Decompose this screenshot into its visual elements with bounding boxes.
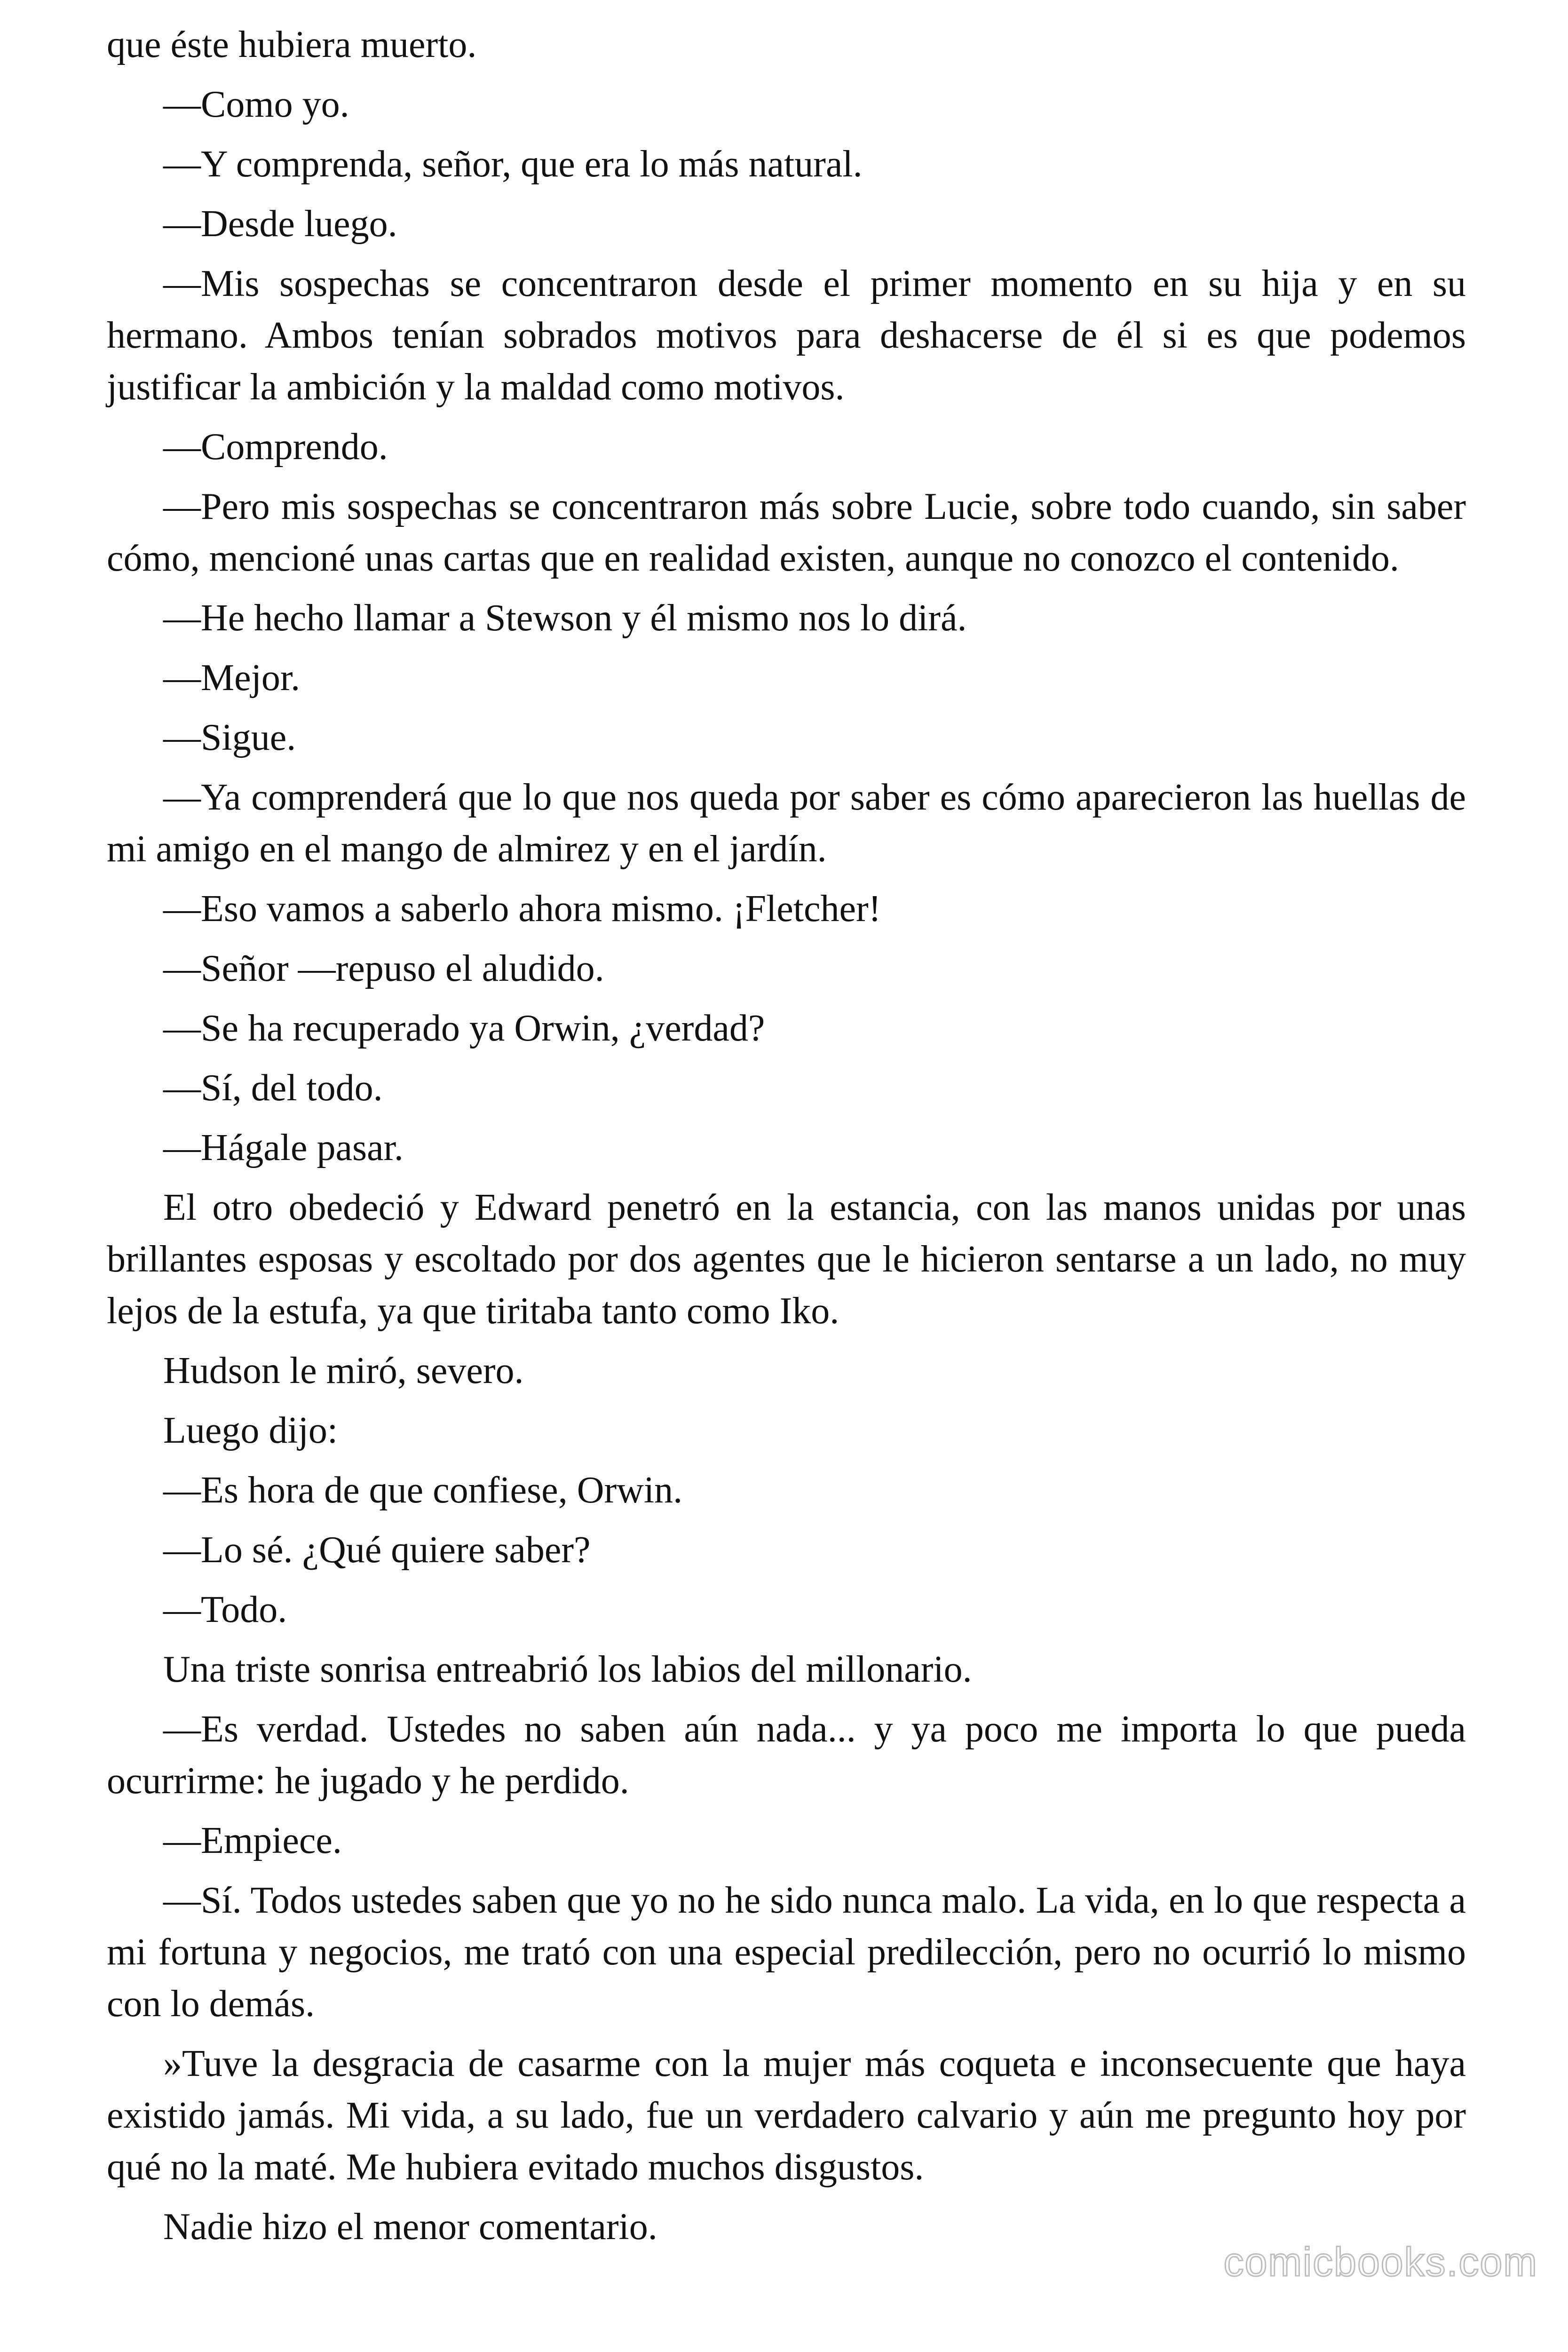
dialogue-line: —Es verdad. Ustedes no saben aún nada... y ya poco me importa lo que pueda ocurrirme: he jugado y he perdido. — [107, 1708, 1466, 1802]
narrative-paragraph: Una triste sonrisa entreabrió los labios del millonario. — [163, 1649, 972, 1690]
book-page-text — [107, 19, 1466, 2261]
paragraph-continuation: que éste hubiera muerto. — [107, 24, 477, 65]
dialogue-line: —He hecho llamar a Stewson y él mismo nos lo dirá. — [163, 597, 967, 639]
dialogue-line: —Lo sé. ¿Qué quiere saber? — [163, 1529, 591, 1571]
dialogue-line: —Sigue. — [163, 717, 296, 758]
dialogue-line: —Empiece. — [163, 1820, 342, 1861]
dialogue-line: —Comprendo. — [163, 426, 388, 468]
narrative-paragraph: Nadie hizo el menor comentario. — [163, 2206, 657, 2248]
dialogue-line: —Mis sospechas se concentraron desde el primer momento en su hija y en su hermano. Ambos tenían sobrados motivos para deshacerse de él si es que podemos justificar la ambición y la maldad como motivos. — [107, 263, 1466, 408]
dialogue-line: —Pero mis sospechas se concentraron más sobre Lucie, sobre todo cuando, sin saber cómo, mencioné unas cartas que en realidad existen, aunque no conozco el contenido. — [107, 486, 1466, 579]
dialogue-line: —Mejor. — [163, 657, 301, 699]
dialogue-line: —Y comprenda, señor, que era lo más natural. — [163, 143, 863, 185]
dialogue-line: —Como yo. — [163, 84, 349, 125]
dialogue-line: —Todo. — [163, 1589, 287, 1630]
dialogue-line: —Es hora de que confiese, Orwin. — [163, 1470, 683, 1511]
quoted-paragraph: »Tuve la desgracia de casarme con la mujer más coqueta e inconsecuente que haya existido jamás. Mi vida, a su lado, fue un verdadero calvario y aún me pregunto hoy por qué no la maté. Me hubiera evitado muchos disgustos. — [107, 2043, 1466, 2188]
dialogue-line: —Se ha recuperado ya Orwin, ¿verdad? — [163, 1008, 765, 1049]
dialogue-line: —Sí, del todo. — [163, 1067, 383, 1109]
narrative-paragraph: Hudson le miró, severo. — [163, 1350, 524, 1391]
narrative-paragraph: Luego dijo: — [163, 1410, 338, 1451]
dialogue-line: —Ya comprenderá que lo que nos queda por saber es cómo aparecieron las huellas de mi amigo en el mango de almirez y en el jardín. — [107, 777, 1466, 870]
dialogue-line: —Desde luego. — [163, 203, 397, 245]
narrative-paragraph: El otro obedeció y Edward penetró en la estancia, con las manos unidas por unas brillantes esposas y escoltado por dos agentes que le hicieron sentarse a un lado, no muy lejos de la estufa, ya que tiritaba tanto como Iko. — [107, 1187, 1466, 1332]
dialogue-line: —Hágale pasar. — [163, 1127, 404, 1168]
dialogue-line: —Eso vamos a saberlo ahora mismo. ¡Fletcher! — [163, 888, 881, 930]
site-watermark: comicbooks.com — [1223, 2240, 1538, 2285]
dialogue-line: —Sí. Todos ustedes saben que yo no he sido nunca malo. La vida, en lo que respecta a mi fortuna y negocios, me trató con una especial predilección, pero no ocurrió lo mismo con lo demás. — [107, 1880, 1466, 2025]
dialogue-line: —Señor —repuso el aludido. — [163, 948, 604, 989]
